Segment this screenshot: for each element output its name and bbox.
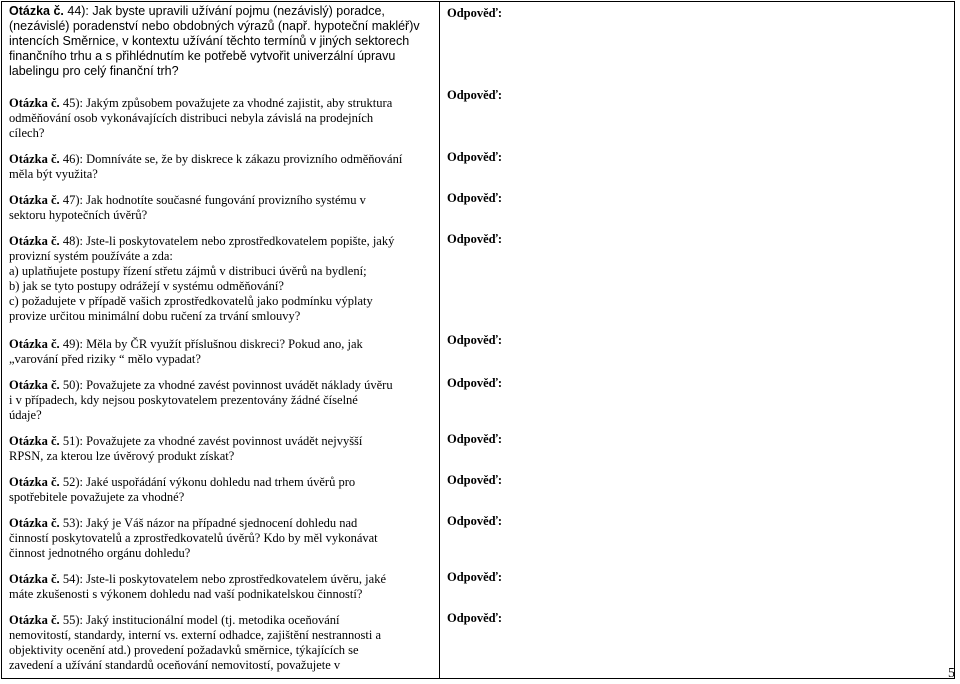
answer-label: Odpověď: <box>447 88 503 102</box>
question-text-line: máte zkušenosti s výkonem dohledu nad vaší podnikatelskou činností? <box>9 587 363 601</box>
question-id: 44): <box>63 4 89 18</box>
question-row <box>2 228 955 329</box>
answer-label: Odpověď: <box>447 191 503 205</box>
answer-label: Odpověď: <box>447 473 503 487</box>
question-text-line: Měla by ČR využít příslušnou diskreci? Pokud ano, jak <box>86 337 363 351</box>
question-text-line: provizní systém používáte a zda: <box>9 249 173 263</box>
question-text-line: objektivity ocenění atd.) provedení požadavků směrnice, týkajících se <box>9 643 359 657</box>
question-row <box>2 510 955 566</box>
question-cell <box>2 469 440 510</box>
question-number-label: Otázka č. <box>9 613 60 627</box>
answer-label: Odpověď: <box>447 570 503 584</box>
answer-label: Odpověď: <box>447 150 503 164</box>
question-id: 49): <box>59 337 83 351</box>
question-text-line: Jste-li poskytovatelem nebo zprostředkovatelem popište, jaký <box>86 234 395 248</box>
question-row <box>2 2 955 85</box>
question-text-line: i v případech, kdy nejsou poskytovatelem prezentovány žádné číselné <box>9 393 358 407</box>
question-text-line: a) uplatňujete postupy řízení střetu zájmů v distribuci úvěrů na bydlení; <box>9 264 367 278</box>
question-id: 47): <box>59 193 83 207</box>
question-text-line: činnost jednotného orgánu dohledu? <box>9 546 191 560</box>
answer-label: Odpověď: <box>447 6 503 20</box>
question-id: 48): <box>59 234 83 248</box>
question-number-label: Otázka č. <box>9 434 60 448</box>
question-cell <box>2 510 440 566</box>
question-text-line: intencích Směrnice, v kontextu užívání těchto termínů v jiných sektorech <box>9 34 410 48</box>
question-cell <box>2 187 440 228</box>
question-text-line: b) jak se tyto postupy odrážejí v systému odměňování? <box>9 279 284 293</box>
question-number-label: Otázka č. <box>9 234 60 248</box>
question-row <box>2 84 955 146</box>
answer-cell[interactable] <box>440 84 955 146</box>
question-cell <box>2 2 440 85</box>
question-text-line: (nezávislé) poradenství nebo obdobných výrazů (např. hypoteční makléř)v <box>9 19 420 33</box>
question-id: 51): <box>59 434 83 448</box>
question-row <box>2 372 955 428</box>
question-row <box>2 607 955 679</box>
question-cell <box>2 607 440 679</box>
question-row <box>2 329 955 372</box>
question-cell <box>2 566 440 607</box>
question-text-line: „varování před riziky “ mělo vypadat? <box>9 352 201 366</box>
question-number-label: Otázka č. <box>9 572 60 586</box>
answer-label: Odpověď: <box>447 333 503 347</box>
answer-cell[interactable] <box>440 428 955 469</box>
question-number-label: Otázka č. <box>9 152 60 166</box>
question-text-line: Jaké uspořádání výkonu dohledu nad trhem úvěrů pro <box>86 475 356 489</box>
answer-label: Odpověď: <box>447 611 503 625</box>
question-text-line: Domníváte se, že by diskrece k zákazu provizního odměňování <box>86 152 403 166</box>
question-text-line: měla být využita? <box>9 167 98 181</box>
question-id: 54): <box>59 572 83 586</box>
question-number-label: Otázka č. <box>9 378 60 392</box>
question-row <box>2 146 955 187</box>
question-text-line: c) požadujete v případě vašich zprostředkovatelů jako podmínku výplaty <box>9 294 373 308</box>
question-text-line: Považujete za vhodné zavést povinnost uvádět náklady úvěru <box>86 378 393 392</box>
question-cell <box>2 146 440 187</box>
answer-cell[interactable] <box>440 566 955 607</box>
question-text-line: Jaký je Váš názor na případné sjednocení dohledu nad <box>86 516 358 530</box>
question-text-line: nemovitostí, standardy, interní vs. externí odhadce, zajištění nestrannosti a <box>9 628 382 642</box>
question-id: 46): <box>59 152 83 166</box>
question-id: 45): <box>59 96 83 110</box>
page-number: 5 <box>948 666 955 681</box>
question-text-line: Jak hodnotíte současné fungování provizního systému v <box>86 193 366 207</box>
question-text-line: spotřebitele považujete za vhodné? <box>9 490 185 504</box>
question-id: 53): <box>59 516 83 530</box>
answer-cell[interactable] <box>440 469 955 510</box>
question-text-line: sektoru hypotečních úvěrů? <box>9 208 148 222</box>
question-text-line: Jste-li poskytovatelem nebo zprostředkovatelem úvěru, jaké <box>86 572 386 586</box>
question-text-line: Jaký institucionální model (tj. metodika oceňování <box>86 613 340 627</box>
question-cell <box>2 329 440 372</box>
answer-label: Odpověď: <box>447 376 503 390</box>
question-row <box>2 187 955 228</box>
question-text-line: RPSN, za kterou lze úvěrový produkt získat? <box>9 449 235 463</box>
question-row <box>2 566 955 607</box>
answer-cell[interactable] <box>440 372 955 428</box>
question-number-label: Otázka č. <box>9 193 60 207</box>
question-text-line: činností poskytovatelů a zprostředkovatelů úvěrů? Kdo by měl vykonávat <box>9 531 378 545</box>
question-text-line: Jak byste upravili užívání pojmu (nezávislý) poradce, <box>92 4 385 18</box>
question-id: 52): <box>59 475 83 489</box>
question-id: 55): <box>59 613 83 627</box>
answer-label: Odpověď: <box>447 514 503 528</box>
question-number-label: Otázka č. <box>9 516 60 530</box>
question-text-line: údaje? <box>9 408 42 422</box>
question-cell <box>2 428 440 469</box>
question-text-line: provize určitou minimální dobu ručení za trvání smlouvy? <box>9 309 301 323</box>
question-row <box>2 428 955 469</box>
question-text-line: finančního trhu a s přihlédnutím ke potřebě vytvořit univerzální úpravu <box>9 49 396 63</box>
question-answer-table <box>1 1 955 679</box>
question-number-label: Otázka č. <box>9 475 60 489</box>
answer-label: Odpověď: <box>447 432 503 446</box>
question-number-label: Otázka č. <box>9 337 60 351</box>
question-number-label: Otázka č. <box>9 96 60 110</box>
answer-cell[interactable] <box>440 228 955 329</box>
answer-cell[interactable] <box>440 146 955 187</box>
question-number-label: Otázka č. <box>9 4 64 18</box>
answer-cell[interactable] <box>440 329 955 372</box>
answer-label: Odpověď: <box>447 232 503 246</box>
question-row <box>2 469 955 510</box>
question-text-line: cílech? <box>9 126 45 140</box>
question-cell <box>2 372 440 428</box>
question-id: 50): <box>59 378 83 392</box>
question-text-line: Jakým způsobem považujete za vhodné zajistit, aby struktura <box>86 96 393 110</box>
question-text-line: labelingu pro celý finanční trh? <box>9 64 179 78</box>
question-text-line: Považujete za vhodné zavést povinnost uvádět nejvyšší <box>86 434 363 448</box>
answer-cell[interactable] <box>440 187 955 228</box>
question-cell <box>2 84 440 146</box>
question-text-line: odměňování osob vykonávajících distribuci nebyla závislá na prodejních <box>9 111 374 125</box>
answer-cell[interactable] <box>440 2 955 85</box>
question-cell <box>2 228 440 329</box>
answer-cell[interactable] <box>440 607 955 679</box>
answer-cell[interactable] <box>440 510 955 566</box>
question-text-line: zavedení a užívání standardů oceňování nemovitostí, považujete v <box>9 658 341 672</box>
